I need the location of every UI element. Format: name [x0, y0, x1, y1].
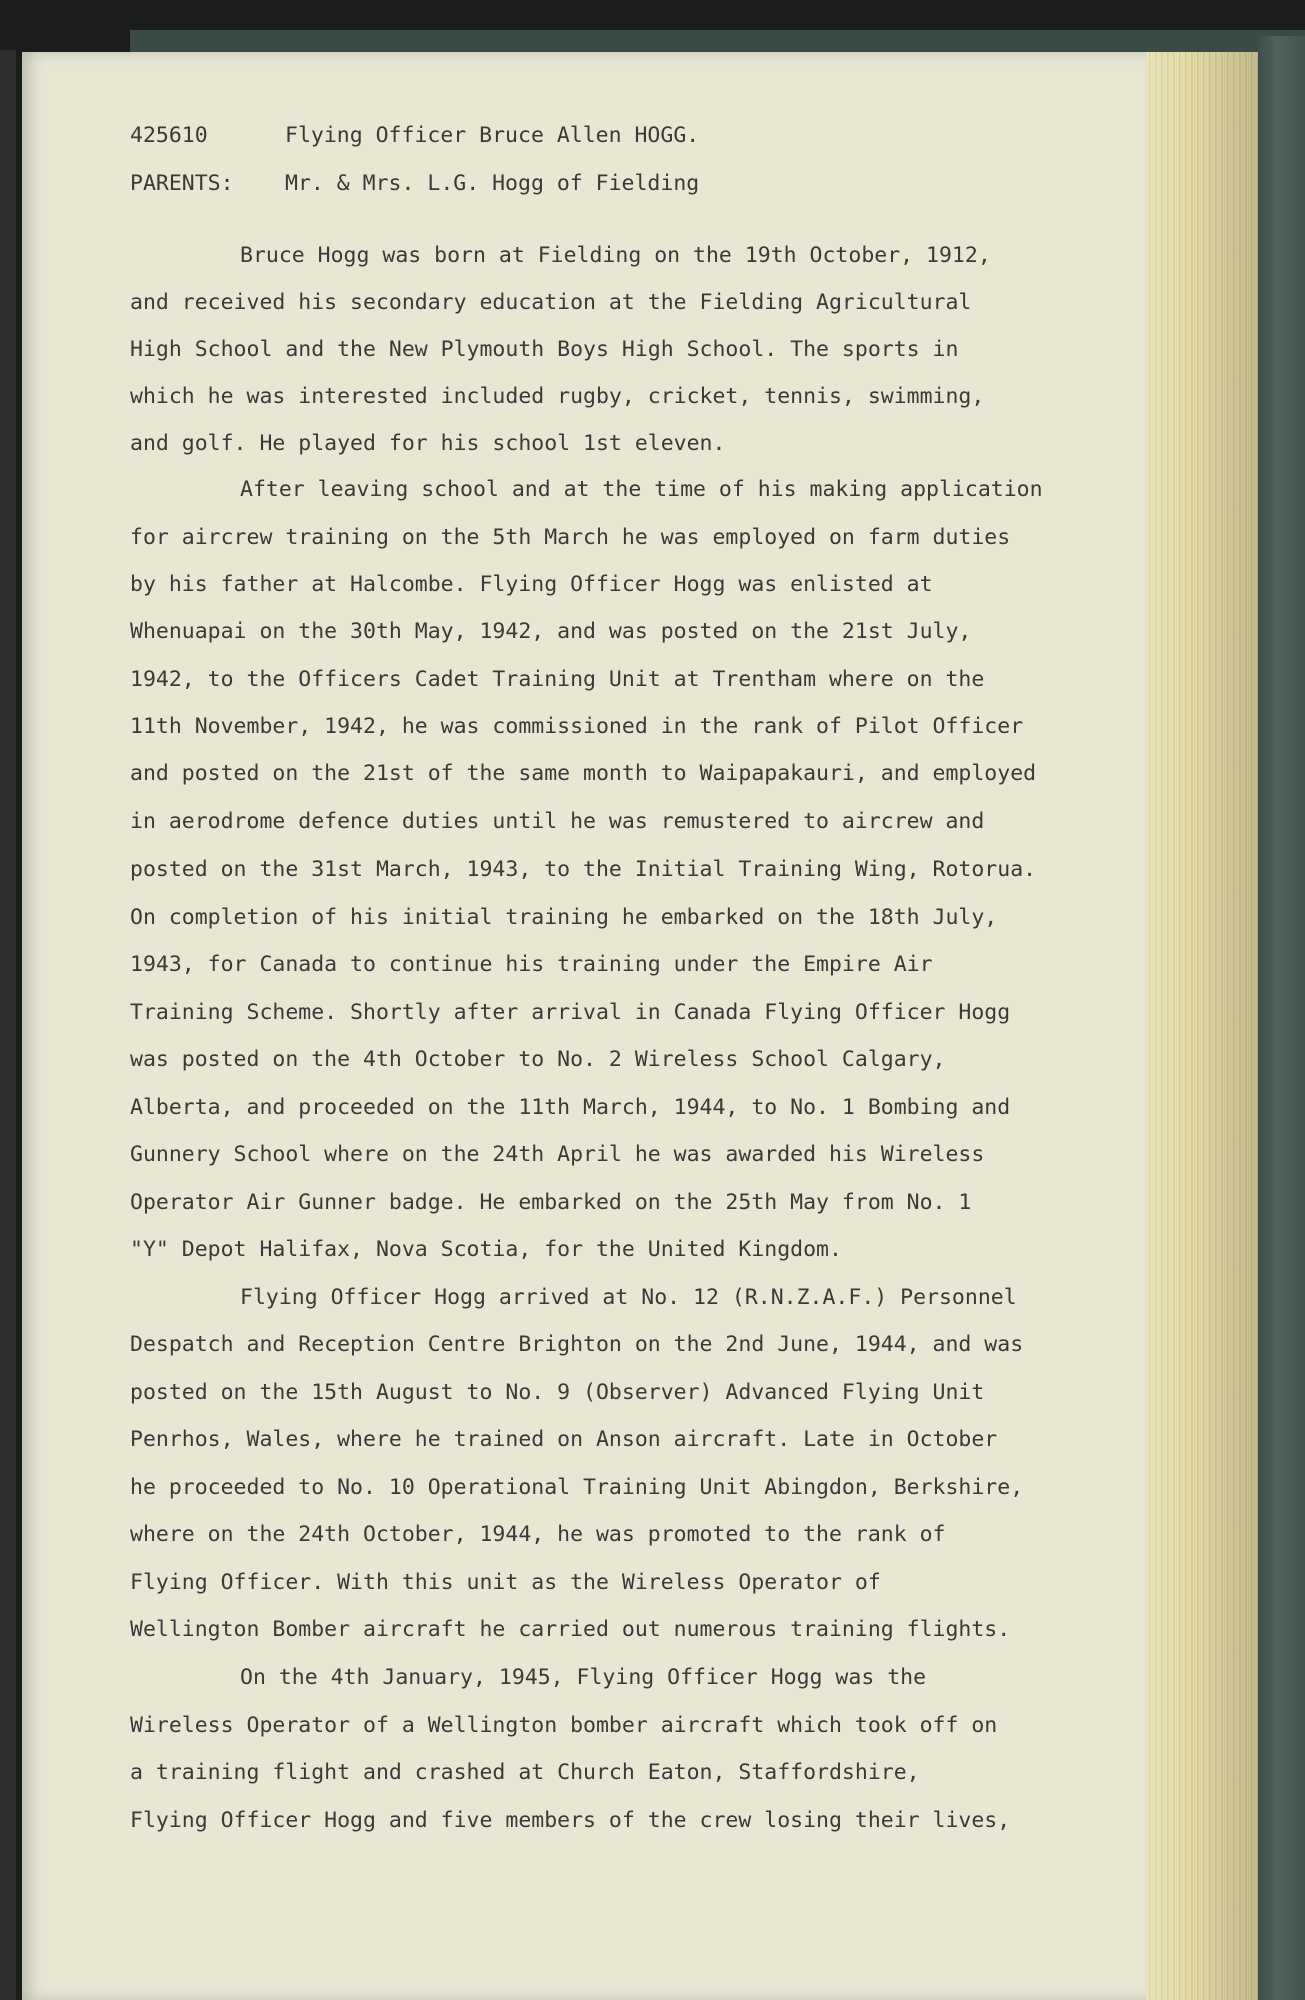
text-line: 11th November, 1942, he was commissioned in the rank of Pilot Officer — [130, 714, 1024, 739]
book-cover-right — [1258, 36, 1305, 2000]
text-line: 1942, to the Officers Cadet Training Unit at Trentham where on the — [130, 667, 985, 692]
book-cover-left — [0, 50, 16, 2000]
text-line: was posted on the 4th October to No. 2 Wireless School Calgary, — [130, 1047, 946, 1072]
text-line: Flying Officer. With this unit as the Wireless Operator of — [130, 1570, 881, 1595]
text-line: and posted on the 21st of the same month to Waipapakauri, and employed — [130, 761, 1037, 786]
text-line: On completion of his initial training he embarked on the 18th July, — [130, 905, 998, 930]
text-line: Despatch and Reception Centre Brighton on the 2nd June, 1944, and was — [130, 1332, 1024, 1357]
page-edges — [1146, 52, 1258, 2000]
text-line: After leaving school and at the time of his making application — [240, 477, 1043, 502]
text-line: On the 4th January, 1945, Flying Officer Hogg was the — [240, 1665, 927, 1690]
text-line: Operator Air Gunner badge. He embarked on the 25th May from No. 1 — [130, 1190, 972, 1215]
name-line: Flying Officer Bruce Allen HOGG. — [285, 123, 700, 148]
text-line: Whenuapai on the 30th May, 1942, and was posted on the 21st July, — [130, 619, 972, 644]
parents-value: Mr. & Mrs. L.G. Hogg of Fielding — [285, 171, 700, 196]
text-line: by his father at Halcombe. Flying Officer Hogg was enlisted at — [130, 572, 933, 597]
text-line: 1943, for Canada to continue his training under the Empire Air — [130, 952, 933, 977]
text-line: Bruce Hogg was born at Fielding on the 19th October, 1912, — [240, 243, 991, 268]
text-line: and received his secondary education at the Fielding Agricultural — [130, 290, 972, 315]
text-line: posted on the 31st March, 1943, to the Initial Training Wing, Rotorua. — [130, 857, 1037, 882]
text-line: Training Scheme. Shortly after arrival in Canada Flying Officer Hogg — [130, 1000, 1011, 1025]
text-line: Wellington Bomber aircraft he carried out numerous training flights. — [130, 1617, 1011, 1642]
text-line: Alberta, and proceeded on the 11th March, 1944, to No. 1 Bombing and — [130, 1095, 1011, 1120]
text-line: for aircrew training on the 5th March he was employed on farm duties — [130, 525, 1011, 550]
text-line: Gunnery School where on the 24th April he was awarded his Wireless — [130, 1142, 985, 1167]
text-line: Flying Officer Hogg and five members of the crew losing their lives, — [130, 1808, 1011, 1833]
text-line: High School and the New Plymouth Boys High School. The sports in — [130, 337, 959, 362]
book-cover-top — [130, 30, 1305, 52]
parents-label: PARENTS: — [130, 171, 234, 196]
text-line: Penrhos, Wales, where he trained on Anson aircraft. Late in October — [130, 1427, 998, 1452]
text-line: where on the 24th October, 1944, he was promoted to the rank of — [130, 1522, 946, 1547]
text-line: which he was interested included rugby, cricket, tennis, swimming, — [130, 384, 985, 409]
text-line: Wireless Operator of a Wellington bomber aircraft which took off on — [130, 1713, 998, 1738]
service-number: 425610 — [130, 123, 208, 148]
text-line: and golf. He played for his school 1st eleven. — [130, 431, 726, 456]
text-line: Flying Officer Hogg arrived at No. 12 (R.N.Z.A.F.) Personnel — [240, 1285, 1017, 1310]
text-line: he proceeded to No. 10 Operational Training Unit Abingdon, Berkshire, — [130, 1475, 1024, 1500]
text-line: a training flight and crashed at Church Eaton, Staffordshire, — [130, 1760, 920, 1785]
text-line: posted on the 15th August to No. 9 (Observer) Advanced Flying Unit — [130, 1380, 985, 1405]
text-line: "Y" Depot Halifax, Nova Scotia, for the United Kingdom. — [130, 1237, 842, 1262]
text-line: in aerodrome defence duties until he was remustered to aircrew and — [130, 809, 985, 834]
